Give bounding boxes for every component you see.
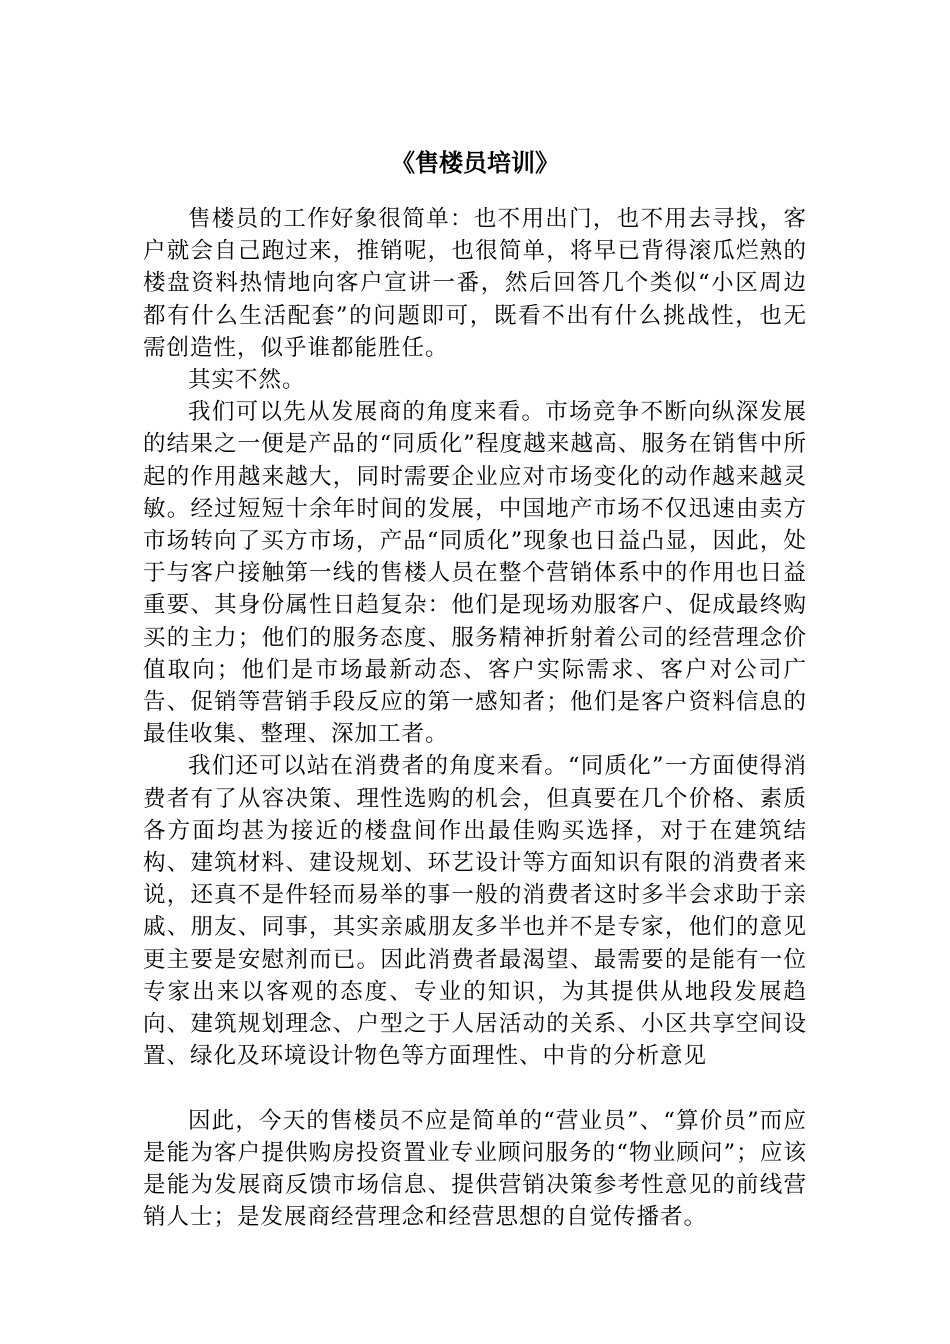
paragraph-conclusion: 因此，今天的售楼员不应是简单的“营业员”、“算价员”而应是能为客户提供购房投资置业专业顾问服务的“物业顾问”；应该是能为发展商反馈市场信息、提供营销决策参考性意见的前线营销人士；是发展商经营理念和经营思想的自觉传播者。 <box>143 1107 807 1231</box>
paragraph-spacer <box>143 1072 807 1104</box>
document-body <box>143 203 807 1233</box>
document-title: 《售楼员培训》 <box>391 149 559 177</box>
paragraph-consumer-view: 我们还可以站在消费者的角度来看。“同质化”一方面使得消费者有了从容决策、理性选购的机会，但真要在几个价格、素质各方面均甚为接近的楼盘间作出最佳购买选择，对于在建筑结构、建筑材料、建设规划、环艺设计等方面知识有限的消费者来说，还真不是件轻而易举的事一般的消费者这时多半会求助于亲戚、朋友、同事，其实亲戚朋友多半也并不是专家，他们的意见更主要是安慰剂而已。因此消费者最渴望、最需要的是能有一位专家出来以客观的态度、专业的知识，为其提供从地段发展趋向、建筑规划理念、户型之于人居活动的关系、小区共享空间设置、绿化及环境设计物色等方面理性、中肯的分析意见 <box>143 753 807 1070</box>
paragraph-developer-view: 我们可以先从发展商的角度来看。市场竞争不断向纵深发展的结果之一便是产品的“同质化”程度越来越高、服务在销售中所起的作用越来越大，同时需要企业应对市场变化的动作越来越灵敏。经过短短十余年时间的发展，中国地产市场不仅迅速由卖方市场转向了买方市场，产品“同质化”现象也日益凸显，因此，处于与客户接触第一线的售楼人员在整个营销体系中的作用也日益重要、其身份属性日趋复杂：他们是现场劝服客户、促成最终购买的主力；他们的服务态度、服务精神折射着公司的经营理念价值取向；他们是市场最新动态、客户实际需求、客户对公司广告、促销等营销手段反应的第一感知者；他们是客户资料信息的最佳收集、整理、深加工者。 <box>143 399 807 748</box>
paragraph-intro: 售楼员的工作好象很简单：也不用出门，也不用去寻找，客户就会自己跑过来，推销呢，也很简单，将早已背得滚瓜烂熟的楼盘资料热情地向客户宣讲一番，然后回答几个类似“小区周边都有什么生活配套”的问题即可，既看不出有什么挑战性，也无需创造性，似乎谁都能胜任。 <box>143 206 807 361</box>
paragraph-contrary: 其实不然。 <box>188 367 306 394</box>
